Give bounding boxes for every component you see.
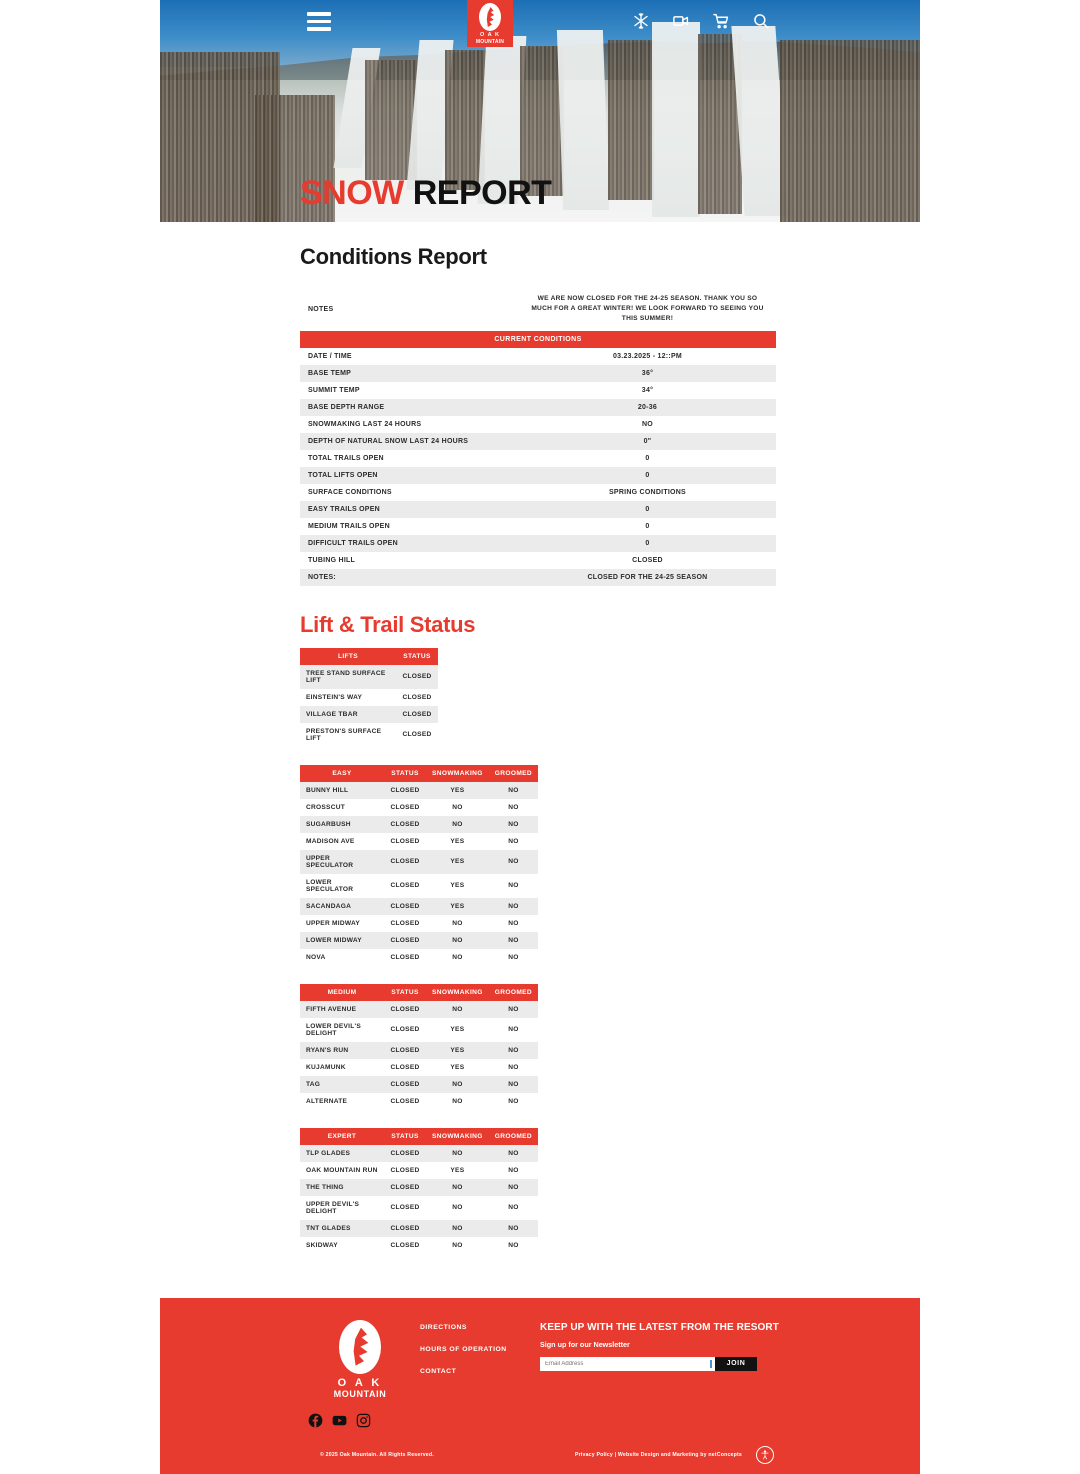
trail-cell: CLOSED [390,1241,420,1249]
conditions-table-wrap [160,288,920,586]
table-row [300,706,438,723]
trail-name: KUJAMUNK [306,1063,346,1071]
trail-cell: YES [450,1026,465,1034]
trail-cell: NO [508,953,519,961]
table-row [300,898,538,915]
search-icon[interactable] [752,12,770,30]
table-row [300,501,776,518]
trail-name: CROSSCUT [306,803,345,811]
column-header: STATUS [384,765,426,782]
table-row [300,1145,538,1162]
trail-cell: NO [508,1166,519,1174]
trail-cell: NO [426,1145,489,1162]
trail-cell: CLOSED [384,816,426,833]
table-row [300,365,776,382]
trail-name: TAG [300,1076,384,1093]
footer-link[interactable]: DIRECTIONS [420,1323,467,1331]
page-title-part2: REPORT [403,174,552,212]
table-row [300,782,538,799]
table-row [300,1162,538,1179]
trail-name: EINSTEIN'S WAY [306,693,363,701]
condition-value: 20-36 [519,399,776,416]
table-row [300,552,776,569]
condition-value: CLOSED [632,556,663,564]
table-row [300,416,776,433]
condition-key: TOTAL TRAILS OPEN [308,454,384,462]
trail-name: LOWER DEVIL'S DELIGHT [306,1022,362,1037]
footer-bottom [160,1428,920,1464]
site-logo[interactable] [467,0,513,47]
table-row [300,1042,538,1059]
webcam-icon[interactable] [672,12,690,30]
condition-key: MEDIUM TRAILS OPEN [308,522,390,530]
condition-key: DEPTH OF NATURAL SNOW LAST 24 HOURS [300,433,519,450]
trail-cell: CLOSED [390,1204,420,1212]
condition-key: SURFACE CONDITIONS [308,488,392,496]
trail-cell: NO [489,782,538,799]
trail-cell: NO [452,803,463,811]
hero-trees-right [780,40,920,222]
condition-value: 0 [645,454,650,462]
trail-cell: NO [452,953,463,961]
trail-name: LOWER SPECULATOR [306,878,354,893]
condition-value: CLOSED FOR THE 24-25 SEASON [519,569,776,586]
trail-cell: NO [508,1026,519,1034]
email-input[interactable] [540,1357,706,1371]
table-row [300,1237,538,1254]
trail-cell: NO [489,1145,538,1162]
trail-name: TREE STAND SURFACE LIFT [300,665,396,689]
footer-oak-leaf-icon [339,1320,381,1374]
hamburger-menu-icon[interactable] [307,12,331,35]
condition-value: 0 [519,467,776,484]
trail-cell: CLOSED [384,1145,426,1162]
logo-line-2: MOUNTAIN [475,38,505,45]
trail-cell: CLOSED [402,693,432,701]
trail-cell: NO [489,898,538,915]
trail-cell: CLOSED [390,1063,420,1071]
trail-cell: YES [450,1063,465,1071]
trail-cell: NO [508,1097,519,1105]
instagram-icon[interactable] [356,1413,371,1428]
trail-name: UPPER DEVIL'S DELIGHT [306,1200,360,1215]
condition-key: DIFFICULT TRAILS OPEN [300,535,519,552]
trail-cell: YES [426,782,489,799]
table-row [300,833,538,850]
table-row [300,467,776,484]
trail-cell: YES [450,837,465,845]
trail-cell: NO [489,816,538,833]
trail-cell: CLOSED [396,706,438,723]
trail-cell: NO [489,1001,538,1018]
accessibility-button[interactable] [756,1446,774,1464]
trail-cell: YES [426,1042,489,1059]
trail-cell: NO [508,1241,519,1249]
join-button[interactable]: JOIN [715,1357,757,1371]
lift-trail-status-heading: Lift & Trail Status [300,611,476,637]
trail-cell: NO [426,1220,489,1237]
newsletter-heading: KEEP UP WITH THE LATEST FROM THE RESORT [540,1321,779,1333]
condition-key: NOTES: [300,569,519,586]
condition-key: TOTAL LIFTS OPEN [300,467,519,484]
column-header: SNOWMAKING [426,1128,489,1145]
table-row [300,689,438,706]
column-header: LIFTS [300,648,396,665]
table-row [300,874,538,898]
table-row [300,1018,538,1042]
condition-key: DATE / TIME [308,352,352,360]
hero-trail-4 [557,30,609,210]
trail-cell: CLOSED [390,953,420,961]
trail-cell: NO [452,919,463,927]
footer-bottom-right [575,1446,774,1464]
trail-name: MADISON AVE [306,837,355,845]
trail-name: FIFTH AVENUE [300,1001,384,1018]
newsletter-subheading: Sign up for our Newsletter [540,1339,630,1349]
trail-cell: CLOSED [384,932,426,949]
conditions-table-body [300,288,776,348]
table-header-row [300,1128,538,1145]
table-row [300,1179,538,1196]
condition-key: SNOWMAKING LAST 24 HOURS [308,420,422,428]
footer-links [420,1320,540,1428]
trail-name: UPPER SPECULATOR [300,850,384,874]
table-row [300,915,538,932]
trail-cell: CLOSED [396,665,438,689]
table-row [300,569,776,586]
trail-cell: YES [426,898,489,915]
trail-name: PRESTON'S SURFACE LIFT [306,727,382,742]
table-header-row [300,648,438,665]
trail-name: NOVA [306,953,326,961]
oak-leaf-icon [479,3,501,31]
site-footer [160,1298,920,1474]
trail-cell: CLOSED [390,882,420,890]
trail-cell: NO [426,1001,489,1018]
condition-value: SPRING CONDITIONS [608,488,686,496]
trail-cell: CLOSED [390,837,420,845]
trail-cell: NO [489,1179,538,1196]
table-row [300,450,776,467]
trail-cell: CLOSED [402,731,432,739]
trail-cell: CLOSED [384,850,426,874]
snowflake-icon[interactable] [632,12,650,30]
trail-cell: CLOSED [390,1097,420,1105]
trail-cell: NO [489,1042,538,1059]
column-header: GROOMED [489,984,538,1001]
logo-line-1: O A K [480,32,500,38]
trail-cell: NO [426,1076,489,1093]
table-row [300,1220,538,1237]
table-row [300,518,776,535]
trail-name: TNT GLADES [300,1220,384,1237]
trail-cell: NO [508,803,519,811]
copyright-text: © 2025 Oak Mountain. All Rights Reserved. [320,1451,434,1458]
page-title [300,176,551,210]
current-conditions-header-row [300,331,776,348]
facebook-icon[interactable] [308,1413,323,1428]
trail-cell: NO [489,850,538,874]
column-header: EXPERT [300,1128,384,1145]
condition-value: NO [641,420,653,428]
condition-key: SUMMIT TEMP [308,386,360,394]
trail-cell: YES [450,882,465,890]
header-icon-group [632,12,770,30]
newsletter-signup [540,1320,920,1428]
footer-link[interactable]: HOURS OF OPERATION [420,1345,507,1353]
conditions-rows [300,348,776,586]
youtube-icon[interactable] [332,1413,347,1428]
table-row [300,484,776,501]
easy-trails-table [300,765,538,966]
trail-cell: NO [426,932,489,949]
condition-value: 0 [645,522,650,530]
footer-logo-line-2: MOUNTAIN [333,1388,387,1399]
table-row [300,850,538,874]
site-header [160,0,920,48]
trail-name: LOWER MIDWAY [300,932,384,949]
condition-value: 0" [519,433,776,450]
main-content [160,222,920,1298]
column-header: STATUS [384,1128,426,1145]
condition-value: 0 [519,535,776,552]
trail-name: UPPER MIDWAY [306,919,361,927]
trail-cell: CLOSED [384,1042,426,1059]
table-header-row [300,765,538,782]
trail-cell: CLOSED [384,782,426,799]
table-row [300,382,776,399]
hero-banner [160,0,920,222]
page-title-part1: SNOW [300,174,404,212]
trail-cell: CLOSED [384,1001,426,1018]
trail-cell: NO [508,1063,519,1071]
trail-name: SUGARBUSH [300,816,384,833]
trail-cell: NO [489,1220,538,1237]
expert-trails-table [300,1128,538,1254]
table-row [300,348,776,365]
trail-name: OAK MOUNTAIN RUN [306,1166,378,1174]
table-row [300,399,776,416]
trail-cell: YES [426,850,489,874]
trail-cell: CLOSED [384,1220,426,1237]
table-row [300,535,776,552]
table-row [300,1076,538,1093]
trail-cell: CLOSED [390,919,420,927]
column-header: GROOMED [489,765,538,782]
table-row [300,949,538,966]
column-header: MEDIUM [300,984,384,1001]
footer-link[interactable]: CONTACT [420,1367,457,1375]
trail-cell: NO [508,837,519,845]
footer-grid [160,1320,920,1428]
trail-cell: NO [452,1097,463,1105]
footer-logo-line-1: O A K [337,1376,383,1389]
social-links [308,1413,420,1428]
table-header-row [300,984,538,1001]
condition-value: 03.23.2025 - 12::PM [613,352,682,360]
table-row [300,665,438,689]
table-row [300,799,538,816]
trail-cell: NO [452,1204,463,1212]
trail-name: VILLAGE TBAR [300,706,396,723]
trail-name: TLP GLADES [300,1145,384,1162]
table-row [300,1196,538,1220]
current-conditions-header: CURRENT CONDITIONS [300,331,776,348]
trail-name: ALTERNATE [306,1097,348,1105]
newsletter-form [540,1357,757,1371]
trail-name: THE THING [300,1179,384,1196]
cart-icon[interactable] [712,12,730,30]
condition-value: 36° [519,365,776,382]
column-header: SNOWMAKING [426,765,489,782]
trail-cell: YES [450,1166,465,1174]
trail-cell: CLOSED [384,1076,426,1093]
lifts-status-table [300,648,438,747]
trail-cell: NO [489,932,538,949]
trail-name: BUNNY HILL [300,782,384,799]
notes-value: WE ARE NOW CLOSED FOR THE 24-25 SEASON. THANK YOU SO MUCH FOR A GREAT WINTER! WE LOOK FORWARD TO SEEING YOU THIS SUMMER! [519,288,776,331]
email-autofill-icon[interactable] [706,1357,715,1371]
trail-cell: CLOSED [384,898,426,915]
trail-cell: NO [508,882,519,890]
trail-cell: NO [426,1179,489,1196]
table-row [300,932,538,949]
table-row [300,433,776,450]
table-row [300,1001,538,1018]
table-row [300,1093,538,1110]
medium-trails-table [300,984,538,1110]
trail-cell: NO [489,1076,538,1093]
condition-value: 0 [519,501,776,518]
trail-name: SKIDWAY [306,1241,338,1249]
accessibility-icon [760,1450,770,1460]
table-row [300,1059,538,1076]
trail-cell: CLOSED [390,1166,420,1174]
trail-cell: NO [508,919,519,927]
column-header: SNOWMAKING [426,984,489,1001]
column-header: EASY [300,765,384,782]
trail-cell: CLOSED [390,1026,420,1034]
conditions-table [300,288,776,586]
trail-cell: NO [452,1241,463,1249]
trail-cell: CLOSED [384,1179,426,1196]
trail-cell: CLOSED [390,803,420,811]
table-row [300,723,438,747]
legal-links[interactable]: Privacy Policy | Website Design and Marketing by netConcepts [574,1451,742,1458]
condition-key: BASE DEPTH RANGE [300,399,519,416]
condition-key: BASE TEMP [300,365,519,382]
notes-row [300,288,776,331]
column-header: GROOMED [489,1128,538,1145]
table-row [300,816,538,833]
notes-label: NOTES [300,288,519,331]
trail-cell: NO [426,816,489,833]
trail-cell: NO [508,1204,519,1212]
condition-key: EASY TRAILS OPEN [300,501,519,518]
condition-key: TUBING HILL [308,556,356,564]
hero-trees-mid4 [608,40,654,200]
hero-trail-5 [652,22,700,217]
conditions-report-heading: Conditions Report [300,244,487,269]
column-header: STATUS [384,984,426,1001]
condition-value: 34° [641,386,654,394]
trail-name: SACANDAGA [300,898,384,915]
column-header: STATUS [396,648,438,665]
trail-name: RYAN'S RUN [300,1042,384,1059]
footer-logo-column [300,1320,420,1428]
